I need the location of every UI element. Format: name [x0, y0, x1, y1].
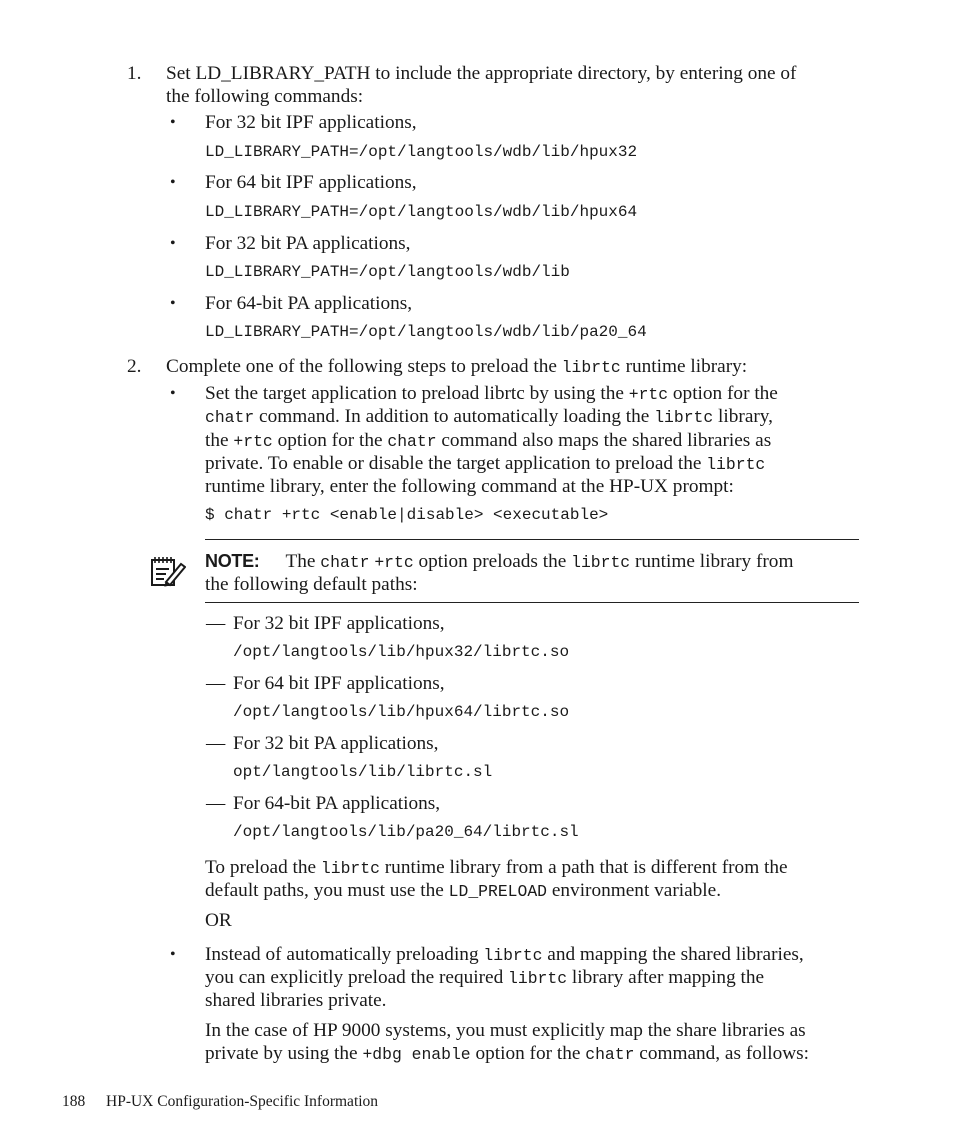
paragraph-line: private. To enable or disable the target application to preload the librtc	[205, 453, 766, 474]
code-line: /opt/langtools/lib/pa20_64/librtc.sl	[233, 823, 579, 841]
list-item-label: For 64 bit IPF applications,	[205, 172, 417, 193]
paragraph-line: you can explicitly preload the required librtc library after mapping the	[205, 967, 765, 988]
paragraph-line: private by using the +dbg enable option for the chatr command, as follows:	[205, 1043, 810, 1064]
dash: —	[206, 613, 226, 634]
note-top-rule	[205, 539, 859, 540]
step-number: 1.	[127, 63, 142, 84]
note-bottom-rule	[205, 602, 859, 603]
bullet: •	[170, 295, 176, 312]
page-number: 188	[62, 1093, 86, 1110]
step-text: the following commands:	[166, 86, 364, 107]
code-line: /opt/langtools/lib/hpux64/librtc.so	[233, 703, 570, 721]
bullet: •	[170, 946, 176, 963]
note-pencil-icon	[150, 555, 186, 587]
list-item-label: For 32 bit IPF applications,	[205, 112, 417, 133]
bullet: •	[170, 114, 176, 131]
code-line: LD_LIBRARY_PATH=/opt/langtools/wdb/lib	[205, 263, 570, 281]
note-line: the following default paths:	[205, 574, 418, 595]
code-line: opt/langtools/lib/librtc.sl	[233, 763, 493, 781]
bullet: •	[170, 174, 176, 191]
step-text: Complete one of the following steps to preload the librtc runtime library:	[166, 356, 748, 377]
code-line: /opt/langtools/lib/hpux32/librtc.so	[233, 643, 570, 661]
paragraph-line: shared libraries private.	[205, 990, 387, 1011]
bullet: •	[170, 235, 176, 252]
list-item-label: For 32 bit PA applications,	[233, 733, 439, 754]
list-item-label: For 32 bit PA applications,	[205, 233, 411, 254]
bullet: •	[170, 385, 176, 402]
paragraph-line: In the case of HP 9000 systems, you must explicitly map the share libraries as	[205, 1020, 806, 1041]
step-number: 2.	[127, 356, 142, 377]
paragraph-line: default paths, you must use the LD_PRELOAD environment variable.	[205, 880, 722, 901]
paragraph-line: Instead of automatically preloading librtc and mapping the shared libraries,	[205, 944, 804, 965]
code-line: LD_LIBRARY_PATH=/opt/langtools/wdb/lib/pa20_64	[205, 323, 647, 341]
dash: —	[206, 793, 226, 814]
dash: —	[206, 733, 226, 754]
code-line: LD_LIBRARY_PATH=/opt/langtools/wdb/lib/hpux64	[205, 203, 638, 221]
code-line: LD_LIBRARY_PATH=/opt/langtools/wdb/lib/hpux32	[205, 143, 638, 161]
or-separator: OR	[205, 910, 232, 931]
paragraph-line: runtime library, enter the following command at the HP-UX prompt:	[205, 476, 734, 497]
note-line: NOTE: The chatr +rtc option preloads the librtc runtime library from	[205, 551, 794, 572]
paragraph-line: the +rtc option for the chatr command also maps the shared libraries as	[205, 430, 772, 451]
paragraph-line: chatr command. In addition to automatically loading the librtc library,	[205, 406, 774, 427]
command-line: $ chatr +rtc <enable|disable> <executable>	[205, 506, 609, 524]
paragraph-line: Set the target application to preload librtc by using the +rtc option for the	[205, 383, 778, 404]
note-label: NOTE:	[205, 551, 260, 571]
dash: —	[206, 673, 226, 694]
list-item-label: For 32 bit IPF applications,	[233, 613, 445, 634]
paragraph-line: To preload the librtc runtime library from a path that is different from the	[205, 857, 788, 878]
step-text: Set LD_LIBRARY_PATH to include the appropriate directory, by entering one of	[166, 63, 797, 84]
list-item-label: For 64-bit PA applications,	[233, 793, 441, 814]
list-item-label: For 64-bit PA applications,	[205, 293, 413, 314]
footer-section-title: HP-UX Configuration-Specific Information	[106, 1093, 379, 1110]
list-item-label: For 64 bit IPF applications,	[233, 673, 445, 694]
